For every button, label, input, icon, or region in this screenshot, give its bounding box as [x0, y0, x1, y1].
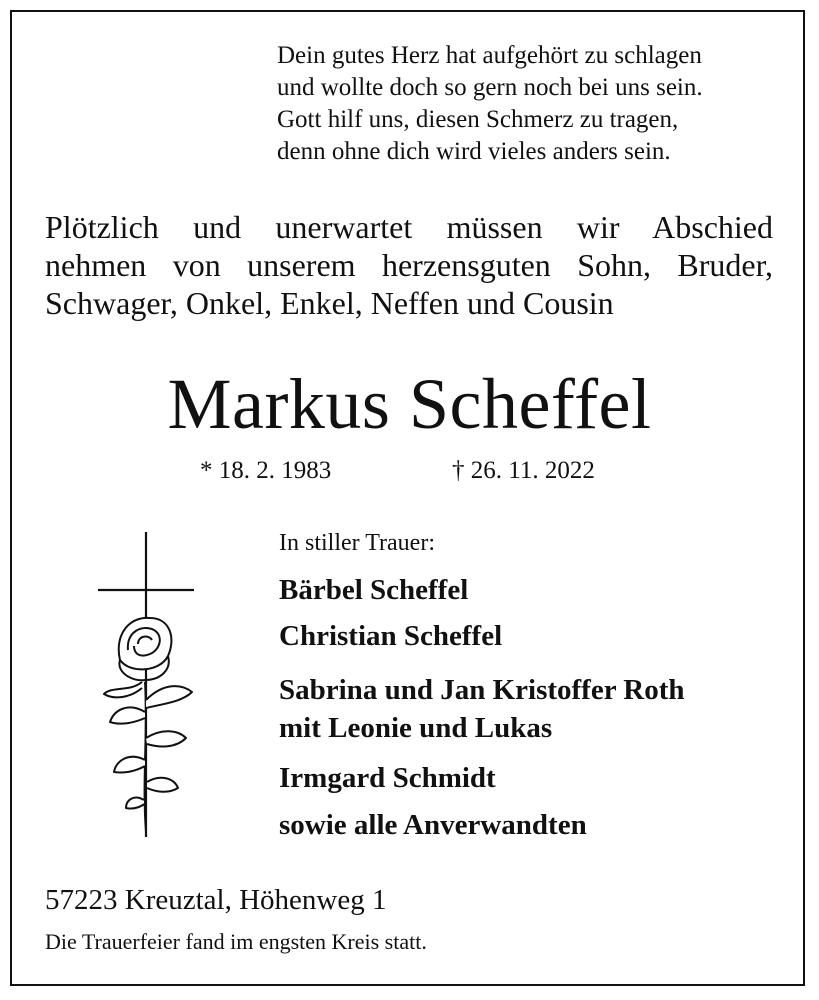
intro-text	[45, 208, 773, 322]
mourner-name: mit Leonie und Lukas	[279, 712, 553, 744]
intro-line: Schwager, Onkel, Enkel, Neffen und Cousin	[45, 285, 614, 321]
poem	[277, 40, 703, 168]
mourner-name: Irmgard Schmidt	[279, 762, 496, 794]
mourner-name: sowie alle Anverwandten	[279, 809, 587, 841]
poem-line: Dein gutes Herz hat aufgehört zu schlagen	[277, 42, 702, 69]
mourner-name: Christian Scheffel	[279, 620, 503, 652]
deceased-name: Markus Scheffel	[167, 364, 652, 444]
mourner-name: Bärbel Scheffel	[279, 574, 469, 606]
address: 57223 Kreuztal, Höhenweg 1	[45, 884, 387, 916]
cross-rose-emblem	[90, 532, 200, 837]
death-date: † 26. 11. 2022	[452, 457, 595, 484]
poem-line: und wollte doch so gern noch bei uns sein.	[277, 74, 703, 101]
poem-line: Gott hilf uns, diesen Schmerz zu tragen,	[277, 106, 679, 133]
intro-line: nehmen von unserem herzensguten Sohn, Bruder,	[45, 247, 773, 283]
funeral-note: Die Trauerfeier fand im engsten Kreis statt.	[45, 929, 427, 954]
poem-line: denn ohne dich wird vieles anders sein.	[277, 138, 671, 165]
rose-icon	[104, 618, 192, 832]
birth-date: * 18. 2. 1983	[200, 457, 332, 484]
mourner-name: Sabrina und Jan Kristoffer Roth	[279, 674, 685, 706]
mourning-heading: In stiller Trauer:	[279, 530, 435, 556]
intro-line: Plötzlich und unerwartet müssen wir Abschied	[45, 209, 773, 245]
